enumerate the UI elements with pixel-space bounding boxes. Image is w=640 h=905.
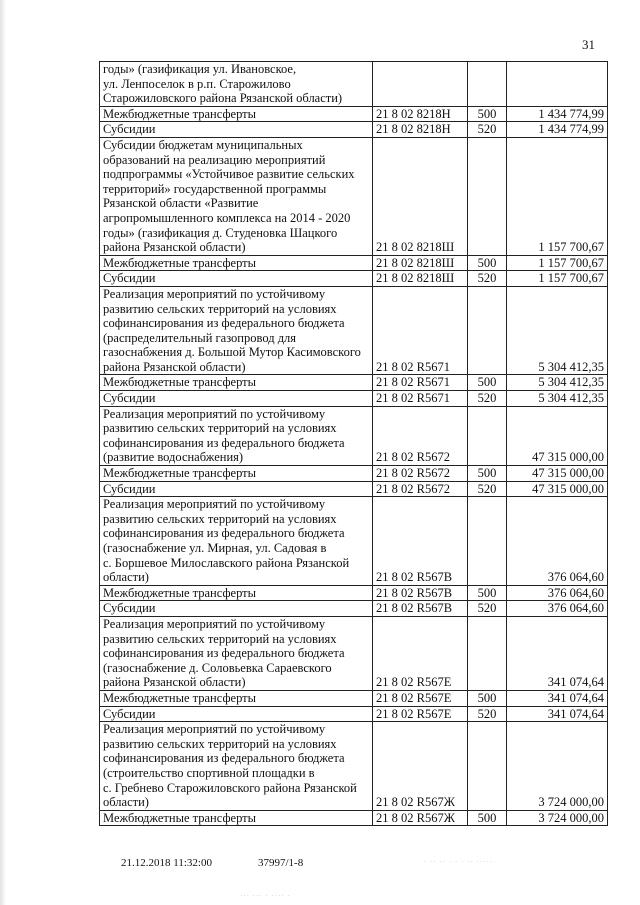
row-code-cell: 21 8 02 8218Ш — [373, 137, 468, 255]
row-code-cell: 21 8 02 8218Ш — [373, 271, 468, 287]
scan-smudge: ··· ··· · ···· · — [240, 892, 291, 900]
row-type-cell: 500 — [468, 466, 507, 482]
row-type-cell — [468, 497, 507, 586]
row-type-cell: 520 — [468, 271, 507, 287]
row-name-cell: Реализация мероприятий по устойчивому развитию сельских территорий на условиях софинансирования из федерального бюджета (газоснабжение д. Соловьевка Сараевского района Рязанской области) — [100, 616, 373, 690]
scan-smudge: · ·· ·· · · · ·· ····· — [424, 858, 494, 866]
row-sum-cell: 376 064,60 — [507, 601, 608, 617]
row-name-cell: Межбюджетные трансферты — [100, 810, 373, 826]
row-code-cell: 21 8 02 R567В — [373, 497, 468, 586]
row-sum-cell: 1 434 774,99 — [507, 106, 608, 122]
row-name-cell: Субсидии — [100, 706, 373, 722]
row-type-cell: 500 — [468, 810, 507, 826]
row-type-cell: 520 — [468, 706, 507, 722]
table-row — [100, 616, 608, 690]
row-name-cell: годы» (газификация ул. Ивановское, ул. Ленпоселок в р.п. Старожилово Старожиловского района Рязанской области) — [100, 62, 373, 107]
row-type-cell: 500 — [468, 585, 507, 601]
table-row — [100, 391, 608, 407]
row-code-cell: 21 8 02 8218Н — [373, 122, 468, 138]
row-sum-cell: 5 304 412,35 — [507, 391, 608, 407]
table-row — [100, 62, 608, 107]
row-type-cell: 500 — [468, 255, 507, 271]
row-code-cell: 21 8 02 R5671 — [373, 286, 468, 375]
row-sum-cell: 3 724 000,00 — [507, 810, 608, 826]
row-sum-cell: 1 157 700,67 — [507, 271, 608, 287]
table-row — [100, 122, 608, 138]
row-sum-cell: 1 157 700,67 — [507, 137, 608, 255]
row-name-cell: Субсидии — [100, 601, 373, 617]
row-name-cell: Межбюджетные трансферты — [100, 466, 373, 482]
table-row — [100, 271, 608, 287]
table-row — [100, 137, 608, 255]
row-type-cell: 520 — [468, 122, 507, 138]
row-name-cell: Реализация мероприятий по устойчивому развитию сельских территорий на условиях софинансирования из федерального бюджета (развитие водоснабжения) — [100, 406, 373, 465]
row-sum-cell: 1 434 774,99 — [507, 122, 608, 138]
row-sum-cell: 341 074,64 — [507, 706, 608, 722]
table-row — [100, 601, 608, 617]
row-type-cell — [468, 62, 507, 107]
row-type-cell — [468, 722, 507, 811]
table-row — [100, 255, 608, 271]
row-code-cell: 21 8 02 R567Ж — [373, 722, 468, 811]
footer-document-id: 37997/1-8 — [258, 857, 304, 869]
row-type-cell: 500 — [468, 690, 507, 706]
scan-edge-shadow — [0, 0, 6, 905]
table-row — [100, 722, 608, 811]
row-type-cell — [468, 406, 507, 465]
row-code-cell: 21 8 02 R567Е — [373, 706, 468, 722]
row-code-cell: 21 8 02 R567Ж — [373, 810, 468, 826]
row-name-cell: Субсидии — [100, 271, 373, 287]
row-code-cell: 21 8 02 R567Е — [373, 616, 468, 690]
row-sum-cell: 341 074,64 — [507, 690, 608, 706]
table-row — [100, 810, 608, 826]
row-name-cell: Межбюджетные трансферты — [100, 375, 373, 391]
row-type-cell — [468, 286, 507, 375]
page-number: 31 — [582, 37, 595, 52]
row-type-cell — [468, 616, 507, 690]
table-row — [100, 690, 608, 706]
row-code-cell: 21 8 02 R5672 — [373, 406, 468, 465]
row-name-cell: Реализация мероприятий по устойчивому развитию сельских территорий на условиях софинансирования из федерального бюджета (распределительный газопровод для газоснабжения д. Большой Мутор Касимовского района Рязанской области) — [100, 286, 373, 375]
row-code-cell: 21 8 02 R567Е — [373, 690, 468, 706]
row-name-cell: Межбюджетные трансферты — [100, 690, 373, 706]
row-code-cell: 21 8 02 R5672 — [373, 466, 468, 482]
row-code-cell: 21 8 02 8218Ш — [373, 255, 468, 271]
table-row — [100, 481, 608, 497]
row-sum-cell: 376 064,60 — [507, 585, 608, 601]
row-sum-cell: 3 724 000,00 — [507, 722, 608, 811]
row-name-cell: Субсидии — [100, 481, 373, 497]
row-code-cell: 21 8 02 R567В — [373, 585, 468, 601]
budget-table-body — [100, 62, 608, 826]
budget-table — [99, 61, 608, 826]
row-name-cell: Межбюджетные трансферты — [100, 255, 373, 271]
table-row — [100, 406, 608, 465]
row-name-cell: Реализация мероприятий по устойчивому развитию сельских территорий на условиях софинансирования из федерального бюджета (газоснабжение ул. Мирная, ул. Садовая в с. Боршевое Милославского района Рязанской области) — [100, 497, 373, 586]
row-type-cell: 500 — [468, 375, 507, 391]
table-row — [100, 497, 608, 586]
row-name-cell: Субсидии — [100, 391, 373, 407]
row-sum-cell: 5 304 412,35 — [507, 375, 608, 391]
row-type-cell: 500 — [468, 106, 507, 122]
row-type-cell: 520 — [468, 391, 507, 407]
row-sum-cell — [507, 62, 608, 107]
table-row — [100, 106, 608, 122]
row-code-cell: 21 8 02 R5671 — [373, 375, 468, 391]
row-code-cell: 21 8 02 R5671 — [373, 391, 468, 407]
row-sum-cell: 376 064,60 — [507, 497, 608, 586]
table-row — [100, 585, 608, 601]
row-type-cell — [468, 137, 507, 255]
row-code-cell: 21 8 02 R5672 — [373, 481, 468, 497]
table-row — [100, 375, 608, 391]
footer-datetime: 21.12.2018 11:32:00 — [121, 857, 212, 869]
row-name-cell: Реализация мероприятий по устойчивому развитию сельских территорий на условиях софинансирования из федерального бюджета (строительство спортивной площадки в с. Гребнево Старожиловского района Рязанской области) — [100, 722, 373, 811]
row-type-cell: 520 — [468, 481, 507, 497]
row-sum-cell: 341 074,64 — [507, 616, 608, 690]
row-code-cell — [373, 62, 468, 107]
row-sum-cell: 5 304 412,35 — [507, 286, 608, 375]
table-row — [100, 286, 608, 375]
row-sum-cell: 1 157 700,67 — [507, 255, 608, 271]
row-name-cell: Межбюджетные трансферты — [100, 585, 373, 601]
row-sum-cell: 47 315 000,00 — [507, 481, 608, 497]
row-sum-cell: 47 315 000,00 — [507, 466, 608, 482]
row-code-cell: 21 8 02 8218Н — [373, 106, 468, 122]
row-sum-cell: 47 315 000,00 — [507, 406, 608, 465]
row-name-cell: Субсидии — [100, 122, 373, 138]
row-code-cell: 21 8 02 R567В — [373, 601, 468, 617]
table-row — [100, 706, 608, 722]
row-name-cell: Субсидии бюджетам муниципальных образований на реализацию мероприятий подпрограммы «Устойчивое развитие сельских территорий» государственной программы Рязанской области «Развитие агропромышленного комплекса на 2014 - 2020 годы» (газификация д. Студеновка Шацкого района Рязанской области) — [100, 137, 373, 255]
table-row — [100, 466, 608, 482]
row-name-cell: Межбюджетные трансферты — [100, 106, 373, 122]
row-type-cell: 520 — [468, 601, 507, 617]
